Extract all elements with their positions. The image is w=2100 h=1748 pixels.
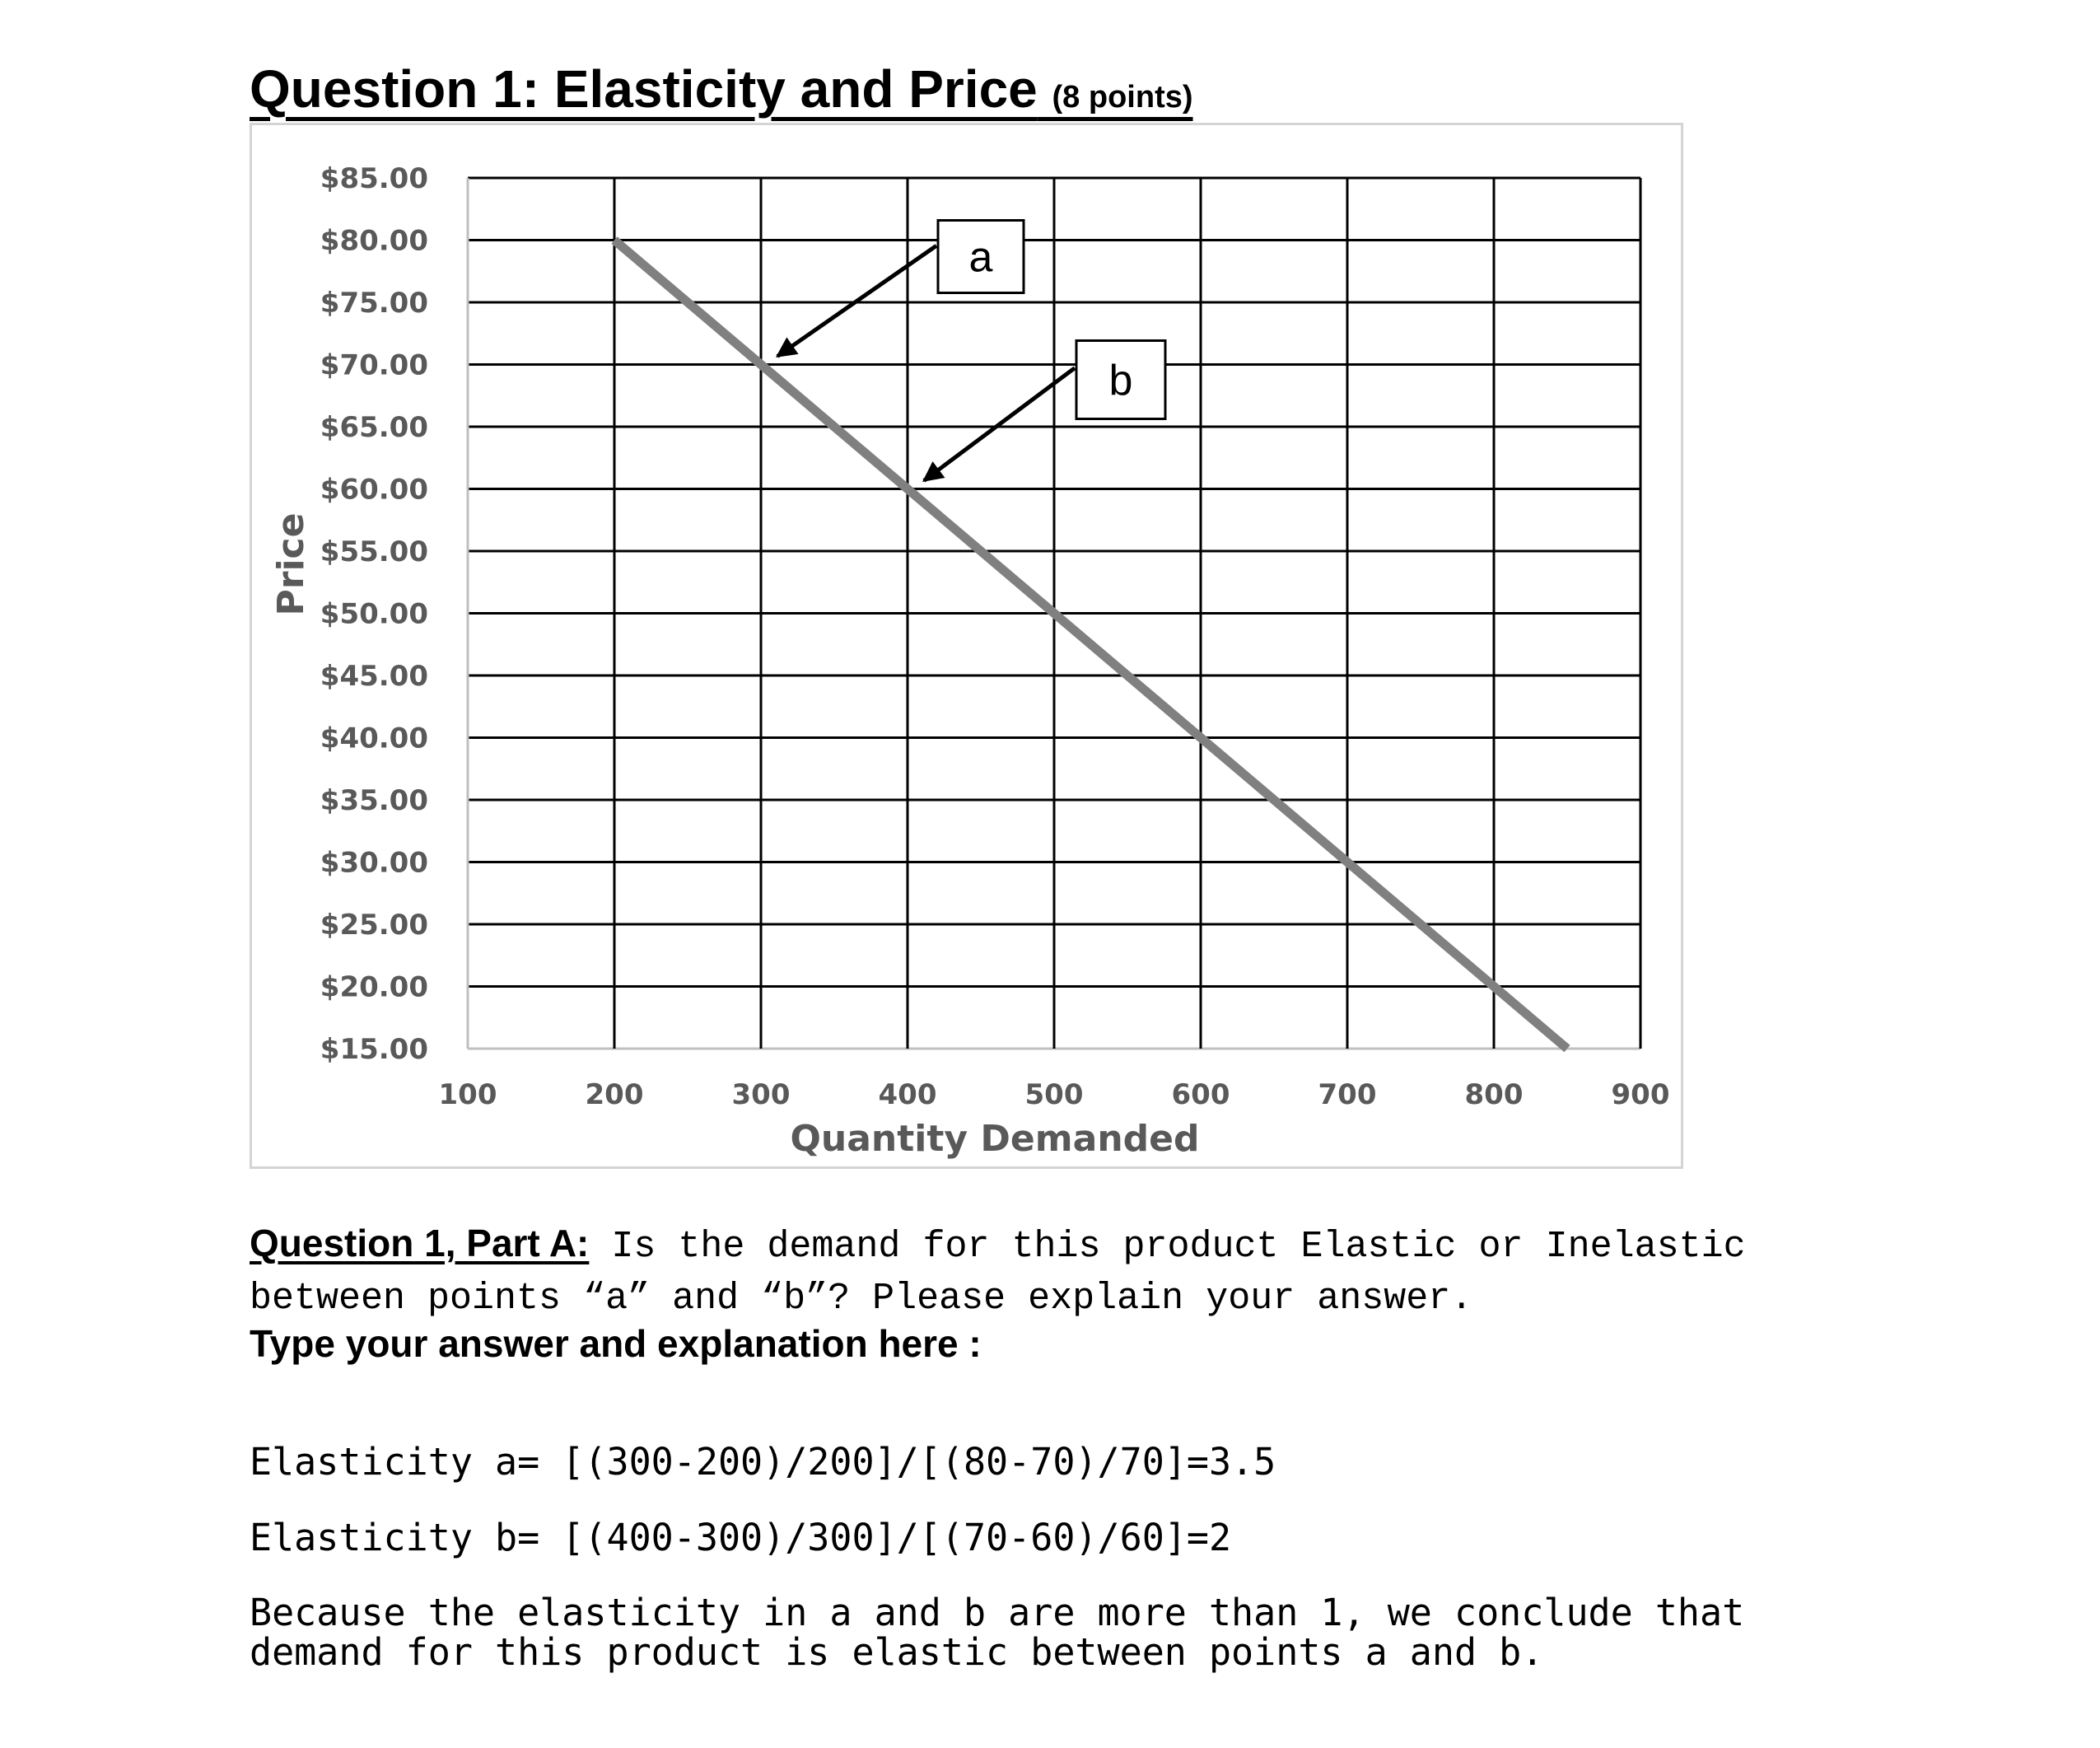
y-tick-label: $35.00 xyxy=(320,784,428,817)
part-a-question xyxy=(250,1219,1897,1323)
callout-label: a xyxy=(968,233,993,282)
x-tick-label: 300 xyxy=(731,1078,791,1111)
question-title-text: Question 1: Elasticity and Price xyxy=(250,59,1038,119)
x-axis-title: Quantity Demanded xyxy=(790,1118,1200,1160)
callout-b xyxy=(924,341,1165,481)
y-tick-label: $75.00 xyxy=(320,287,428,320)
y-tick-label: $65.00 xyxy=(320,411,428,444)
callout-arrow xyxy=(924,368,1075,481)
y-tick-label: $60.00 xyxy=(320,473,428,507)
conclusion-text: Because the elasticity in a and b are more than 1, we conclude that demand for this product is elastic between points a and b. xyxy=(250,1591,1745,1674)
callout-label: b xyxy=(1108,357,1133,404)
question-points: (8 points) xyxy=(1052,80,1193,115)
y-tick-label: $40.00 xyxy=(320,722,428,755)
x-tick-label: 400 xyxy=(878,1078,937,1111)
x-tick-label: 200 xyxy=(585,1078,644,1111)
y-tick-label: $55.00 xyxy=(320,535,428,568)
elasticity-b-line: Elasticity b= [(400-300)/300]/[(70-60)/60]=2 xyxy=(250,1516,1232,1559)
part-a-label: Question 1, Part A: xyxy=(250,1222,590,1264)
elasticity-a-line: Elasticity a= [(300-200)/200]/[(80-70)/70]=3.5 xyxy=(250,1440,1276,1484)
x-tick-label: 700 xyxy=(1318,1078,1377,1111)
y-tick-labels xyxy=(320,162,428,1066)
part-a-question-text: Is the demand for this product Elastic or Inelastic between points “a” and “b”? Please explain your answer. xyxy=(250,1226,1746,1320)
x-tick-labels xyxy=(439,1078,1670,1111)
point-callouts xyxy=(777,221,1165,481)
y-tick-label: $25.00 xyxy=(320,909,428,942)
y-tick-label: $15.00 xyxy=(320,1033,428,1066)
y-tick-label: $50.00 xyxy=(320,597,428,631)
y-tick-label: $70.00 xyxy=(320,348,428,382)
y-tick-label: $30.00 xyxy=(320,846,428,880)
y-tick-label: $45.00 xyxy=(320,660,428,693)
y-axis-title: Price xyxy=(270,512,312,616)
x-tick-label: 500 xyxy=(1024,1078,1084,1111)
x-tick-label: 600 xyxy=(1171,1078,1230,1111)
x-tick-label: 900 xyxy=(1611,1078,1670,1111)
answer-prompt: Type your answer and explanation here : xyxy=(250,1322,982,1365)
y-tick-label: $20.00 xyxy=(320,970,428,1004)
callout-arrow xyxy=(777,245,936,356)
x-tick-label: 100 xyxy=(438,1078,497,1111)
y-tick-label: $85.00 xyxy=(320,162,428,195)
y-tick-label: $80.00 xyxy=(320,224,428,258)
x-tick-label: 800 xyxy=(1464,1078,1524,1111)
